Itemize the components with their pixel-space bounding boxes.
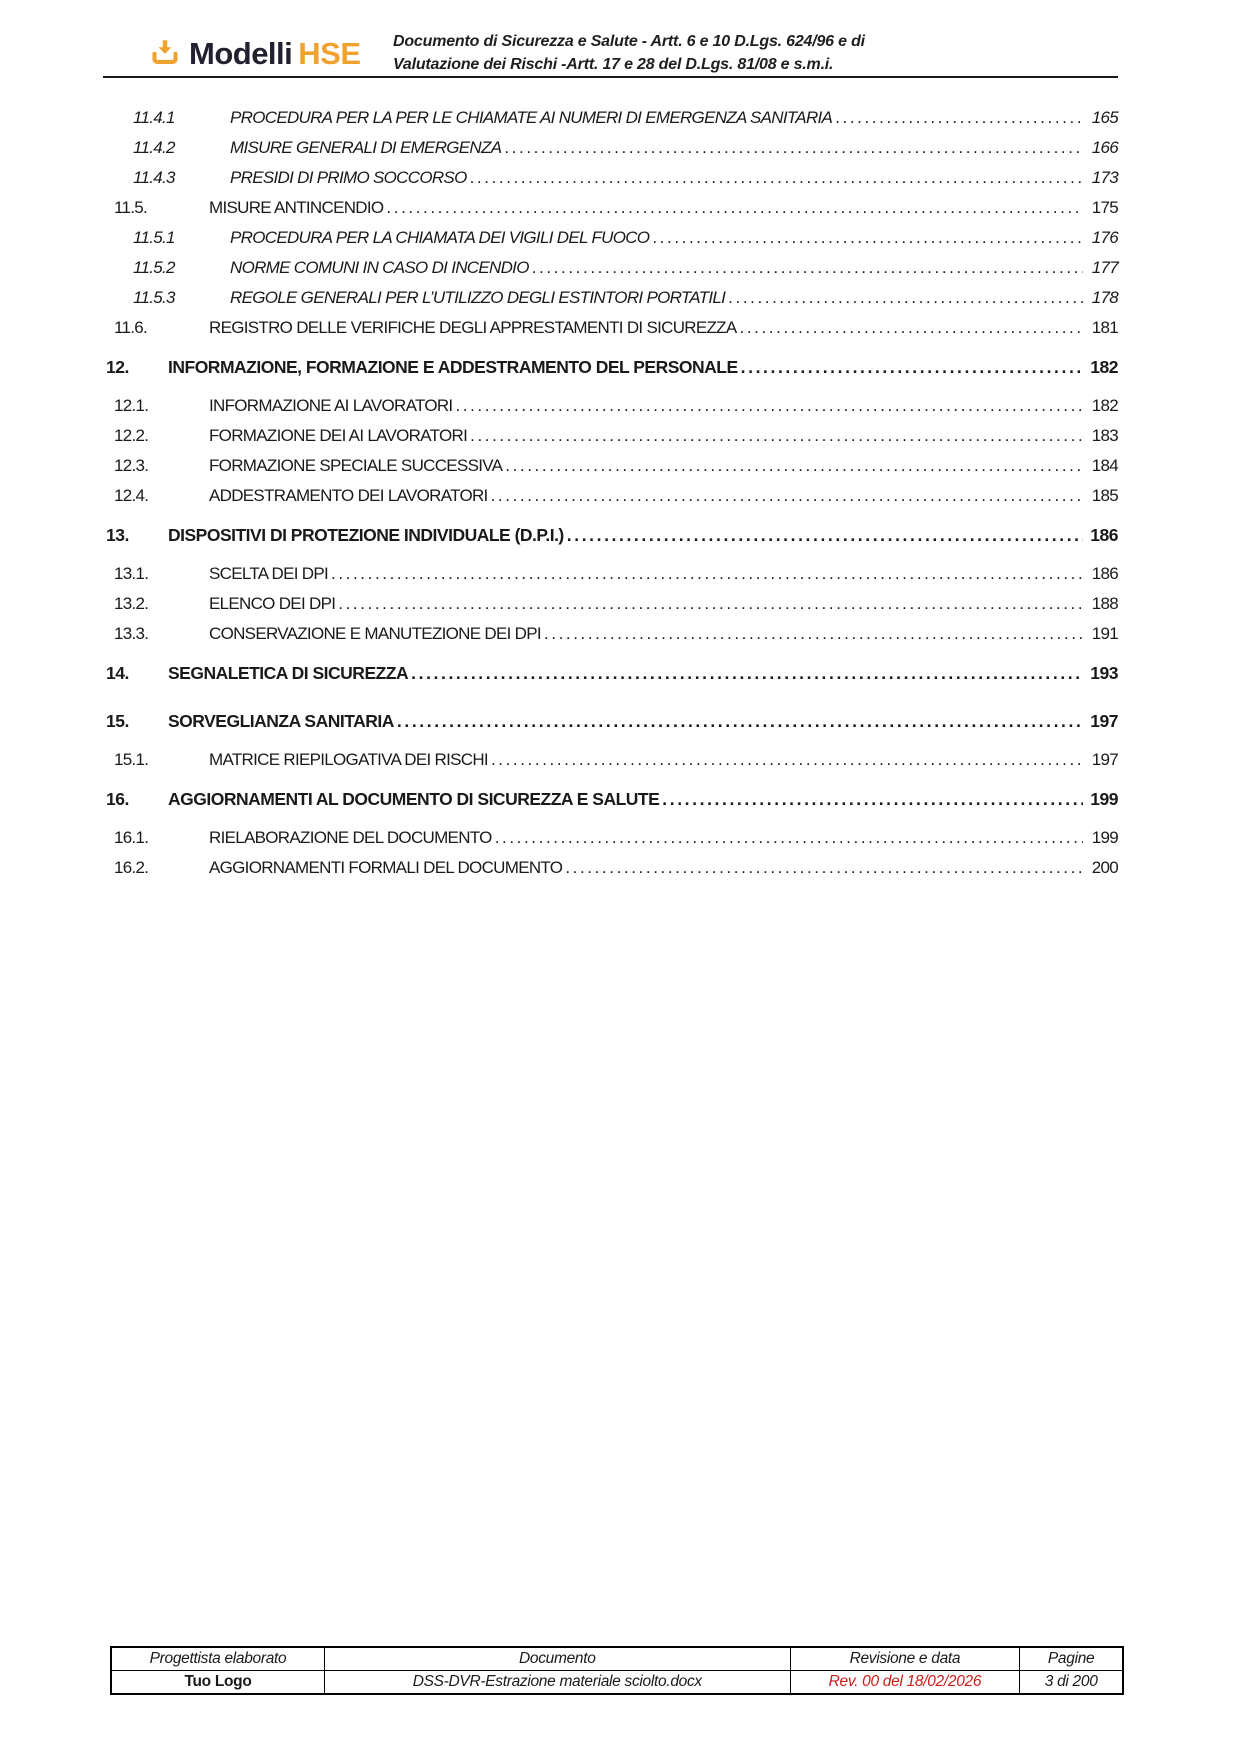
header-document-title — [393, 30, 865, 76]
toc-entry-number: 11.6. — [114, 318, 148, 337]
dot-leader — [505, 451, 1083, 481]
toc-entry — [106, 283, 1118, 313]
dot-leader — [728, 283, 1083, 313]
toc-entry-title: NORME COMUNI IN CASO DI INCENDIO — [230, 258, 529, 277]
download-icon — [148, 36, 182, 70]
toc-entry-page: 188 — [1091, 594, 1118, 613]
toc-entry-number: 12.1. — [114, 396, 149, 415]
toc-entry-title: PROCEDURA PER LA PER LE CHIAMATE AI NUMERI DI EMERGENZA SANITARIA — [230, 108, 833, 127]
toc-entry — [106, 784, 1118, 814]
dot-leader — [741, 352, 1083, 382]
toc-entry — [106, 559, 1118, 589]
toc-entry-number: 11.5.1 — [133, 228, 175, 247]
toc-entry — [106, 223, 1118, 253]
logo-brand: Modelli — [189, 35, 293, 71]
toc-entry-page: 166 — [1091, 138, 1118, 157]
toc-entry-title: AGGIORNAMENTI AL DOCUMENTO DI SICUREZZA E SALUTE — [168, 789, 660, 809]
value-cell-revision: Rev. 00 del 18/02/2026 — [790, 1671, 1020, 1695]
toc-entry-number: 13.3. — [114, 624, 149, 643]
toc-entry-number: 11.5.2 — [133, 258, 175, 277]
toc-entry-title: SORVEGLIANZA SANITARIA — [168, 711, 394, 731]
dot-leader — [338, 589, 1083, 619]
toc-entry — [106, 253, 1118, 283]
toc-entry — [106, 619, 1118, 649]
toc-entry — [106, 481, 1118, 511]
toc-entry-page: 186 — [1091, 564, 1118, 583]
toc-entry-title: INFORMAZIONE AI LAVORATORI — [209, 396, 453, 415]
dot-leader — [397, 706, 1083, 736]
dot-leader — [411, 658, 1083, 688]
toc-entry-title: RIELABORAZIONE DEL DOCUMENTO — [209, 828, 492, 847]
page-header — [103, 0, 1118, 78]
dot-leader — [470, 421, 1083, 451]
table-of-contents — [106, 103, 1118, 883]
header-cell-progettista: Progettista elaborato — [111, 1647, 325, 1671]
toc-entry-title: DISPOSITIVI DI PROTEZIONE INDIVIDUALE (D.P.I.) — [168, 525, 564, 545]
dot-leader — [470, 163, 1083, 193]
toc-entry-number: 13.2. — [114, 594, 149, 613]
toc-entry-number: 15.1. — [114, 750, 149, 769]
toc-entry-title: ADDESTRAMENTO DEI LAVORATORI — [209, 486, 488, 505]
toc-entry-number: 11.5. — [114, 198, 148, 217]
dot-leader — [491, 481, 1083, 511]
toc-entry-page: 183 — [1091, 426, 1118, 445]
dot-leader — [455, 391, 1083, 421]
toc-entry-number: 15. — [106, 711, 129, 731]
toc-entry-page: 165 — [1091, 108, 1118, 127]
modelli-hse-logo — [148, 36, 361, 70]
toc-entry — [106, 853, 1118, 883]
toc-entry-page: 181 — [1091, 318, 1118, 337]
toc-entry — [106, 520, 1118, 550]
toc-entry — [106, 133, 1118, 163]
toc-entry-number: 11.4.3 — [133, 168, 175, 187]
dot-leader — [835, 103, 1083, 133]
toc-entry-page: 182 — [1091, 396, 1118, 415]
logo-text — [189, 35, 361, 71]
toc-entry — [106, 193, 1118, 223]
toc-entry-page: 178 — [1091, 288, 1118, 307]
toc-entry-number: 13.1. — [114, 564, 149, 583]
toc-entry-title: PROCEDURA PER LA CHIAMATA DEI VIGILI DEL FUOCO — [230, 228, 650, 247]
toc-entry-number: 12. — [106, 357, 129, 377]
toc-entry-number: 13. — [106, 525, 129, 545]
toc-entry-number: 14. — [106, 663, 129, 683]
toc-entry-title: MATRICE RIEPILOGATIVA DEI RISCHI — [209, 750, 488, 769]
toc-entry-number: 16.1. — [114, 828, 149, 847]
toc-entry-number: 16.2. — [114, 858, 149, 877]
toc-entry — [106, 706, 1118, 736]
toc-entry-page: 197 — [1091, 750, 1118, 769]
toc-entry-title: CONSERVAZIONE E MANUTEZIONE DEI DPI — [209, 624, 541, 643]
toc-entry-page: 191 — [1091, 624, 1118, 643]
toc-entry-number: 12.2. — [114, 426, 149, 445]
header-cell-pagine: Pagine — [1020, 1647, 1123, 1671]
value-cell-document-name: DSS-DVR-Estrazione materiale sciolto.docx — [325, 1671, 791, 1695]
toc-entry-title: AGGIORNAMENTI FORMALI DEL DOCUMENTO — [209, 858, 563, 877]
toc-entry — [106, 589, 1118, 619]
header-cell-revisione: Revisione e data — [790, 1647, 1020, 1671]
toc-entry-page: 199 — [1090, 789, 1118, 809]
toc-entry — [106, 823, 1118, 853]
dot-leader — [495, 823, 1083, 853]
toc-entry-page: 182 — [1090, 357, 1118, 377]
toc-entry — [106, 313, 1118, 343]
toc-entry — [106, 163, 1118, 193]
toc-entry-title: MISURE ANTINCENDIO — [209, 198, 384, 217]
toc-entry-page: 197 — [1090, 711, 1118, 731]
header-title-line1: Documento di Sicurezza e Salute - Artt. 6 e 10 D.Lgs. 624/96 e di — [393, 33, 865, 50]
toc-entry-page: 185 — [1091, 486, 1118, 505]
toc-entry-title: FORMAZIONE SPECIALE SUCCESSIVA — [209, 456, 503, 475]
toc-entry — [106, 421, 1118, 451]
toc-entry-page: 177 — [1091, 258, 1118, 277]
toc-entry-title: MISURE GENERALI DI EMERGENZA — [230, 138, 502, 157]
toc-entry-page: 173 — [1091, 168, 1118, 187]
toc-entry-number: 11.5.3 — [133, 288, 175, 307]
dot-leader — [491, 745, 1083, 775]
toc-entry — [106, 103, 1118, 133]
table-header-row — [111, 1647, 1123, 1671]
dot-leader — [567, 520, 1083, 550]
toc-entry — [106, 391, 1118, 421]
dot-leader — [544, 619, 1083, 649]
dot-leader — [740, 313, 1083, 343]
toc-entry-title: SCELTA DEI DPI — [209, 564, 328, 583]
header-cell-documento: Documento — [325, 1647, 791, 1671]
toc-entry-page: 184 — [1091, 456, 1118, 475]
document-info-table — [110, 1646, 1124, 1695]
toc-entry-number: 16. — [106, 789, 129, 809]
toc-entry-number: 11.4.1 — [133, 108, 175, 127]
toc-entry-title: PRESIDI DI PRIMO SOCCORSO — [230, 168, 467, 187]
dot-leader — [662, 784, 1083, 814]
value-cell-page-count: 3 di 200 — [1020, 1671, 1123, 1695]
dot-leader — [386, 193, 1083, 223]
toc-entry-number: 11.4.2 — [133, 138, 175, 157]
toc-entry-number: 12.4. — [114, 486, 149, 505]
toc-entry-page: 193 — [1090, 663, 1118, 683]
toc-entry-page: 186 — [1090, 525, 1118, 545]
dot-leader — [565, 853, 1083, 883]
toc-entry-title: SEGNALETICA DI SICUREZZA — [168, 663, 409, 683]
toc-entry-title: ELENCO DEI DPI — [209, 594, 336, 613]
dot-leader — [331, 559, 1083, 589]
dot-leader — [532, 253, 1083, 283]
toc-entry — [106, 451, 1118, 481]
toc-entry — [106, 658, 1118, 688]
toc-entry-number: 12.3. — [114, 456, 149, 475]
value-cell-logo: Tuo Logo — [111, 1671, 325, 1695]
dot-leader — [504, 133, 1083, 163]
dot-leader — [652, 223, 1083, 253]
toc-entry-page: 199 — [1091, 828, 1118, 847]
toc-entry-page: 175 — [1091, 198, 1118, 217]
toc-entry — [106, 352, 1118, 382]
header-title-line2: Valutazione dei Rischi -Artt. 17 e 28 del D.Lgs. 81/08 e s.m.i. — [393, 56, 834, 73]
toc-entry-title: INFORMAZIONE, FORMAZIONE E ADDESTRAMENTO DEL PERSONALE — [168, 357, 738, 377]
toc-entry — [106, 745, 1118, 775]
toc-entry-title: FORMAZIONE DEI AI LAVORATORI — [209, 426, 468, 445]
page-footer — [110, 1646, 1124, 1695]
toc-entry-page: 200 — [1091, 858, 1118, 877]
toc-entry-title: REGOLE GENERALI PER L’UTILIZZO DEGLI ESTINTORI PORTATILI — [230, 288, 726, 307]
toc-entry-title: REGISTRO DELLE VERIFICHE DEGLI APPRESTAMENTI DI SICUREZZA — [209, 318, 737, 337]
logo-brand-accent: HSE — [298, 35, 361, 71]
toc-entry-page: 176 — [1091, 228, 1118, 247]
table-value-row — [111, 1671, 1123, 1695]
